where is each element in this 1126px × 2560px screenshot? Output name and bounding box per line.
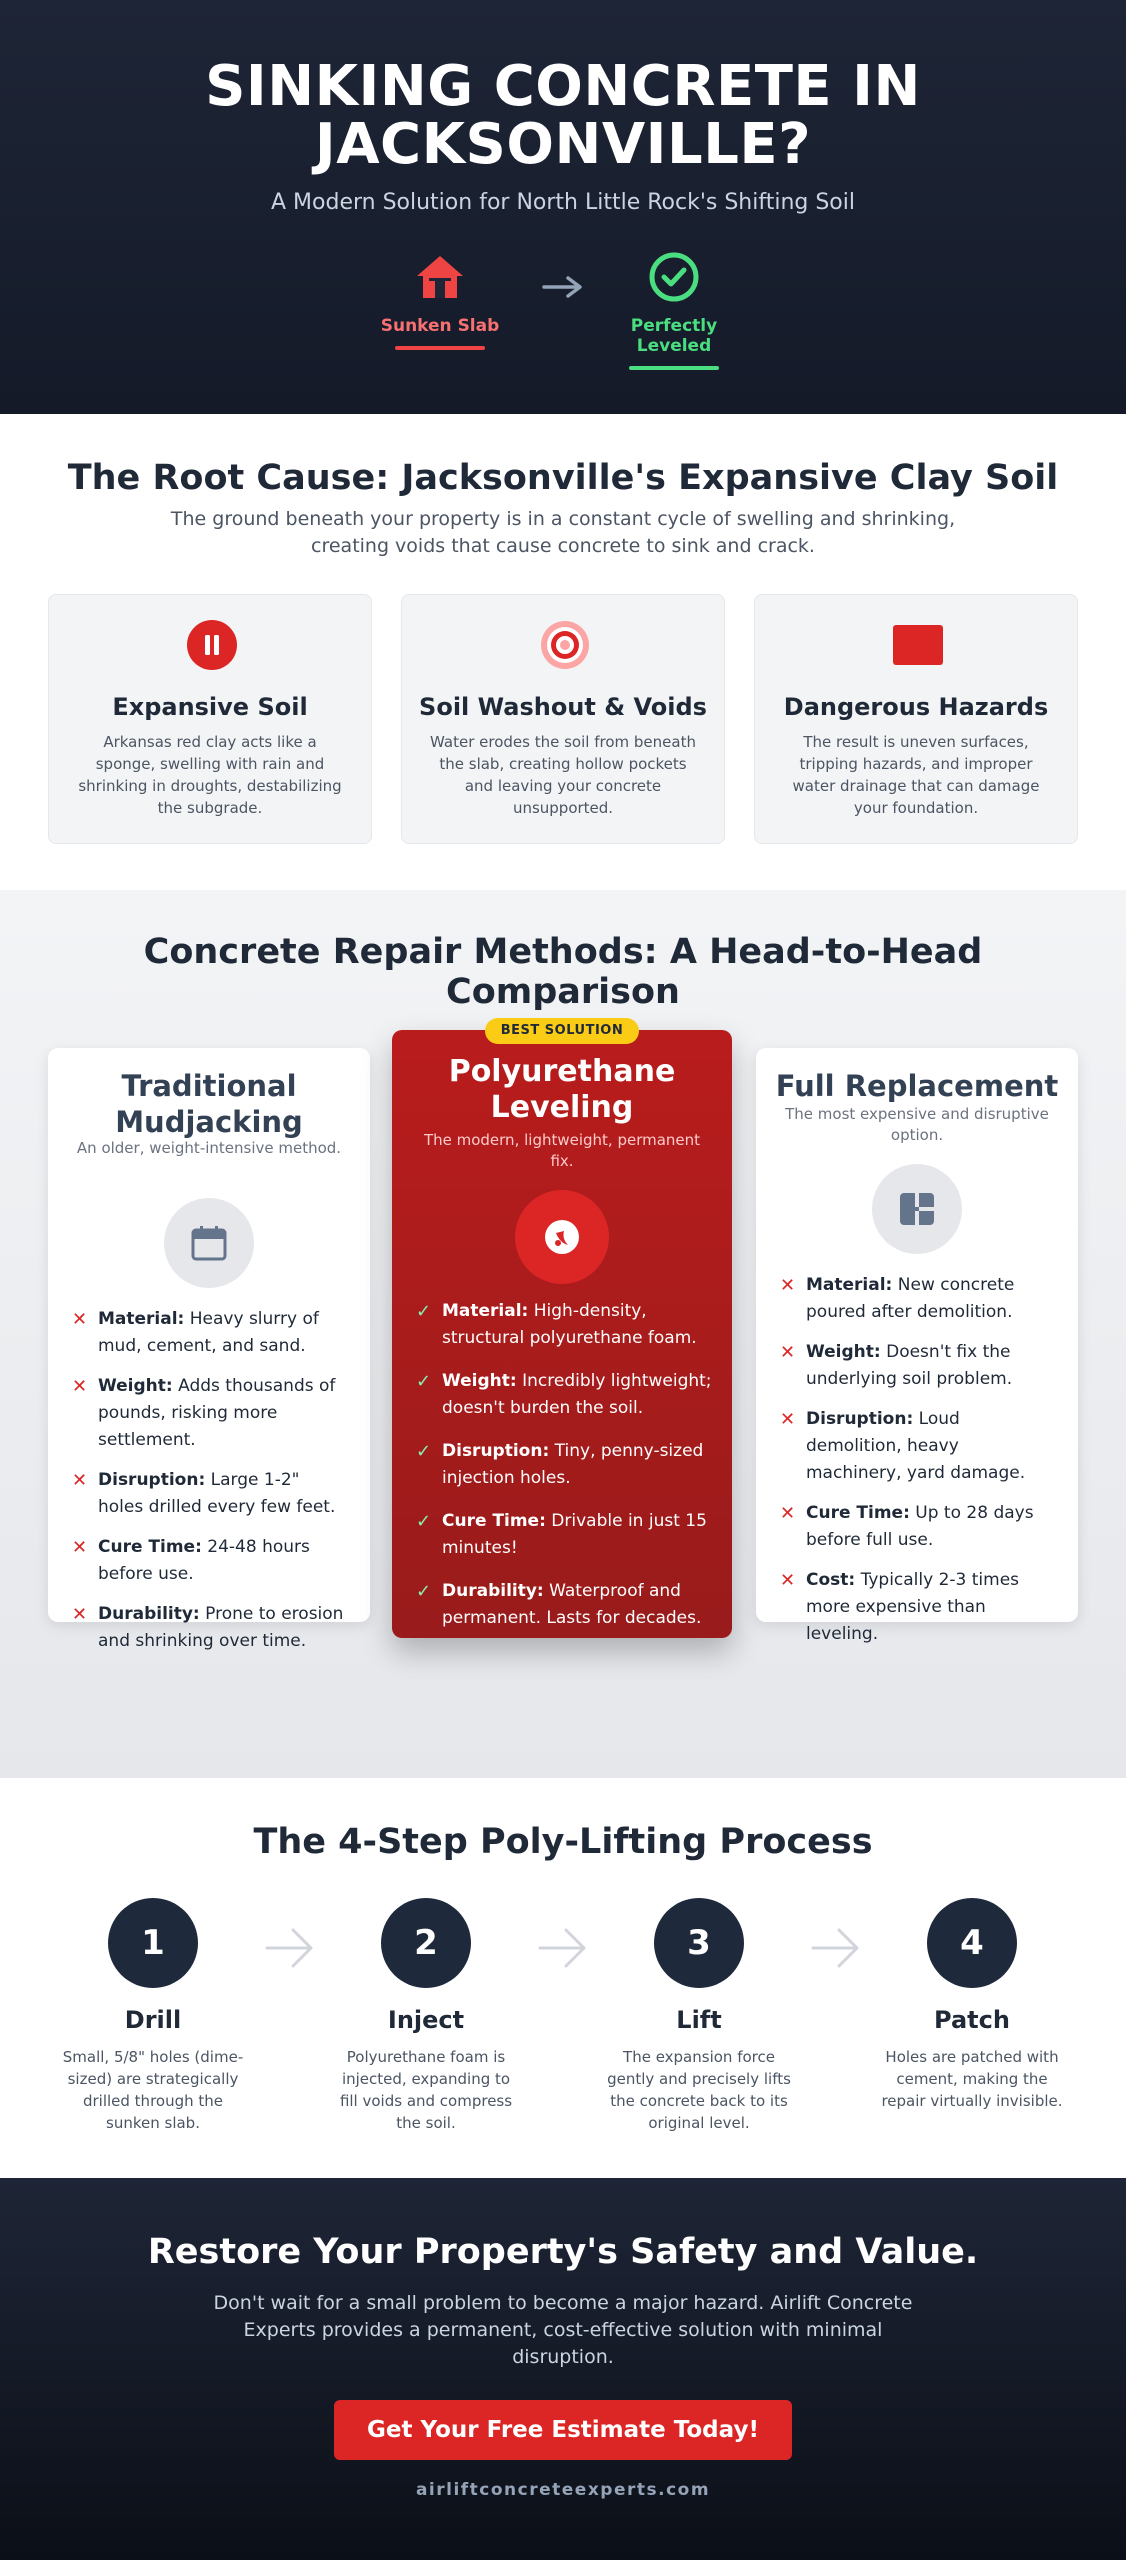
hero-title bbox=[0, 54, 1126, 177]
method-title-line1: Traditional bbox=[121, 1069, 297, 1103]
comparison-title-line2: Comparison bbox=[446, 972, 680, 1012]
arrow-right-icon bbox=[540, 272, 586, 302]
method-card-polyurethane bbox=[392, 1023, 732, 1638]
method-subtitle: The most expensive and disruptive option. bbox=[785, 1105, 1049, 1144]
free-estimate-button[interactable]: Get Your Free Estimate Today! bbox=[334, 2400, 792, 2460]
method-subtitle: The modern, lightweight, permanent fix. bbox=[423, 1131, 701, 1170]
comparison-section bbox=[0, 890, 1126, 1778]
list-item: ✓ Material: High-density, structural polyurethane foam. bbox=[412, 1298, 712, 1352]
step-title: Lift bbox=[676, 2006, 722, 2034]
cross-icon: ✕ bbox=[72, 1537, 88, 1558]
warning-square-icon bbox=[892, 619, 944, 671]
check-icon: ✓ bbox=[416, 1301, 432, 1322]
method-title bbox=[392, 1054, 732, 1126]
pause-circle-icon bbox=[186, 619, 238, 671]
target-icon bbox=[539, 619, 591, 671]
method-card-full-replacement bbox=[756, 1048, 1078, 1644]
process-section bbox=[0, 1778, 1126, 2178]
cause-card-title: Soil Washout & Voids bbox=[419, 693, 707, 721]
root-cause-description: The ground beneath your property is in a constant cycle of swelling and shrinking, creating voids that cause concrete to sink and crack. bbox=[170, 508, 956, 557]
check-icon: ✓ bbox=[416, 1581, 432, 1602]
list-item: ✓ Weight: Incredibly lightweight; doesn't burden the soil. bbox=[412, 1368, 712, 1422]
before-after-graphic bbox=[360, 250, 766, 360]
method-feature-list bbox=[68, 1306, 350, 1668]
process-step-lift bbox=[599, 1898, 799, 2134]
cross-icon: ✕ bbox=[780, 1342, 796, 1363]
method-feature-list bbox=[412, 1298, 712, 1648]
method-card-mudjacking bbox=[48, 1048, 370, 1651]
cross-icon: ✕ bbox=[72, 1309, 88, 1330]
after-label: Perfectly Leveled bbox=[630, 316, 718, 356]
list-item: ✕ Cure Time: Up to 28 days before full use. bbox=[776, 1500, 1058, 1554]
root-cause-section bbox=[0, 414, 1126, 890]
cause-card-text: The result is uneven surfaces, tripping hazards, and improper water drainage that can damage your foundation. bbox=[792, 733, 1040, 817]
method-icon-badge bbox=[872, 1164, 962, 1254]
comparison-title-line1: Concrete Repair Methods: A Head-to-Head bbox=[143, 932, 983, 972]
cta-text: Don't wait for a small problem to become a major hazard. Airlift Concrete Experts provides a permanent, cost-effective solution with minimal disruption. bbox=[213, 2292, 913, 2368]
process-step-patch bbox=[872, 1898, 1072, 2112]
cross-icon: ✕ bbox=[72, 1470, 88, 1491]
step-number: 2 bbox=[381, 1898, 471, 1988]
cause-card-soil-washout bbox=[401, 594, 725, 844]
step-number: 4 bbox=[927, 1898, 1017, 1988]
cross-icon: ✕ bbox=[780, 1570, 796, 1591]
method-icon-badge bbox=[164, 1198, 254, 1288]
method-title bbox=[48, 1068, 370, 1140]
list-item: ✕ Disruption: Large 1-2" holes drilled every few feet. bbox=[68, 1467, 350, 1521]
hero-subtitle: A Modern Solution for North Little Rock's Shifting Soil bbox=[271, 190, 855, 215]
after-indicator bbox=[594, 250, 754, 370]
check-icon: ✓ bbox=[416, 1511, 432, 1532]
step-number: 3 bbox=[654, 1898, 744, 1988]
process-step-drill bbox=[53, 1898, 253, 2134]
house-icon bbox=[413, 250, 467, 304]
chevron-right-icon bbox=[265, 1926, 315, 1970]
demolition-icon bbox=[897, 1189, 937, 1229]
process-title: The 4-Step Poly-Lifting Process bbox=[253, 1822, 873, 1862]
method-title-line2: Mudjacking bbox=[115, 1105, 303, 1139]
before-indicator bbox=[360, 250, 520, 350]
root-cause-title: The Root Cause: Jacksonville's Expansive Clay Soil bbox=[67, 458, 1059, 498]
cause-card-title: Dangerous Hazards bbox=[783, 693, 1049, 721]
list-item: ✕ Cure Time: 24-48 hours before use. bbox=[68, 1534, 350, 1588]
before-label: Sunken Slab bbox=[380, 316, 500, 336]
list-item: ✕ Disruption: Loud demolition, heavy machinery, yard damage. bbox=[776, 1406, 1058, 1487]
website-link[interactable]: airliftconcreteexperts.com bbox=[415, 2480, 711, 2500]
cause-card-dangerous-hazards bbox=[754, 594, 1078, 844]
hero-title-line2: JACKSONVILLE? bbox=[314, 112, 812, 177]
step-text: The expansion force gently and precisely lifts the concrete back to its original level. bbox=[607, 2048, 791, 2132]
step-text: Polyurethane foam is injected, expanding to fill voids and compress the soil. bbox=[339, 2048, 513, 2132]
cta-title: Restore Your Property's Safety and Value. bbox=[147, 2232, 979, 2272]
cause-card-text: Arkansas red clay acts like a sponge, swelling with rain and shrinking in droughts, destabilizing the subgrade. bbox=[78, 733, 342, 817]
method-subtitle: An older, weight-intensive method. bbox=[76, 1139, 342, 1157]
cause-card-text: Water erodes the soil from beneath the slab, creating hollow pockets and leaving your concrete unsupported. bbox=[430, 733, 696, 817]
check-icon: ✓ bbox=[416, 1441, 432, 1462]
cause-card-expansive-soil bbox=[48, 594, 372, 844]
step-title: Drill bbox=[124, 2006, 182, 2034]
method-title-line1: Polyurethane bbox=[448, 1054, 676, 1089]
check-icon: ✓ bbox=[416, 1371, 432, 1392]
list-item: ✓ Durability: Waterproof and permanent. Lasts for decades. bbox=[412, 1578, 712, 1632]
before-underline bbox=[395, 346, 485, 350]
list-item: ✕ Material: Heavy slurry of mud, cement, and sand. bbox=[68, 1306, 350, 1360]
calendar-icon bbox=[189, 1223, 229, 1263]
comparison-title bbox=[0, 932, 1126, 1012]
foam-icon bbox=[542, 1217, 582, 1257]
process-step-inject bbox=[326, 1898, 526, 2134]
after-underline bbox=[629, 366, 719, 370]
hero-section bbox=[0, 0, 1126, 414]
cross-icon: ✕ bbox=[72, 1376, 88, 1397]
step-number: 1 bbox=[108, 1898, 198, 1988]
cross-icon: ✕ bbox=[780, 1409, 796, 1430]
list-item: ✕ Durability: Prone to erosion and shrinking over time. bbox=[68, 1601, 350, 1655]
cta-section bbox=[0, 2178, 1126, 2560]
step-text: Small, 5/8" holes (dime-sized) are strategically drilled through the sunken slab. bbox=[62, 2048, 244, 2132]
method-feature-list bbox=[776, 1272, 1058, 1661]
chevron-right-icon bbox=[811, 1926, 861, 1970]
cause-card-title: Expansive Soil bbox=[112, 693, 308, 721]
cross-icon: ✕ bbox=[780, 1275, 796, 1296]
list-item: ✕ Material: New concrete poured after demolition. bbox=[776, 1272, 1058, 1326]
check-circle-icon bbox=[647, 250, 701, 304]
step-title: Patch bbox=[934, 2006, 1010, 2034]
step-title: Inject bbox=[387, 2006, 465, 2034]
cross-icon: ✕ bbox=[72, 1604, 88, 1625]
method-icon-badge bbox=[515, 1190, 609, 1284]
list-item: ✕ Cost: Typically 2-3 times more expensive than leveling. bbox=[776, 1567, 1058, 1648]
best-solution-badge: BEST SOLUTION bbox=[485, 1018, 639, 1044]
list-item: ✕ Weight: Doesn't fix the underlying soil problem. bbox=[776, 1339, 1058, 1393]
list-item: ✓ Cure Time: Drivable in just 15 minutes! bbox=[412, 1508, 712, 1562]
list-item: ✓ Disruption: Tiny, penny-sized injection holes. bbox=[412, 1438, 712, 1492]
chevron-right-icon bbox=[538, 1926, 588, 1970]
hero-title-line1: SINKING CONCRETE IN bbox=[205, 54, 921, 119]
method-title: Full Replacement bbox=[775, 1069, 1059, 1103]
list-item: ✕ Weight: Adds thousands of pounds, risking more settlement. bbox=[68, 1373, 350, 1454]
step-text: Holes are patched with cement, making the repair virtually invisible. bbox=[881, 2048, 1063, 2110]
method-title-line2: Leveling bbox=[490, 1090, 634, 1125]
cross-icon: ✕ bbox=[780, 1503, 796, 1524]
